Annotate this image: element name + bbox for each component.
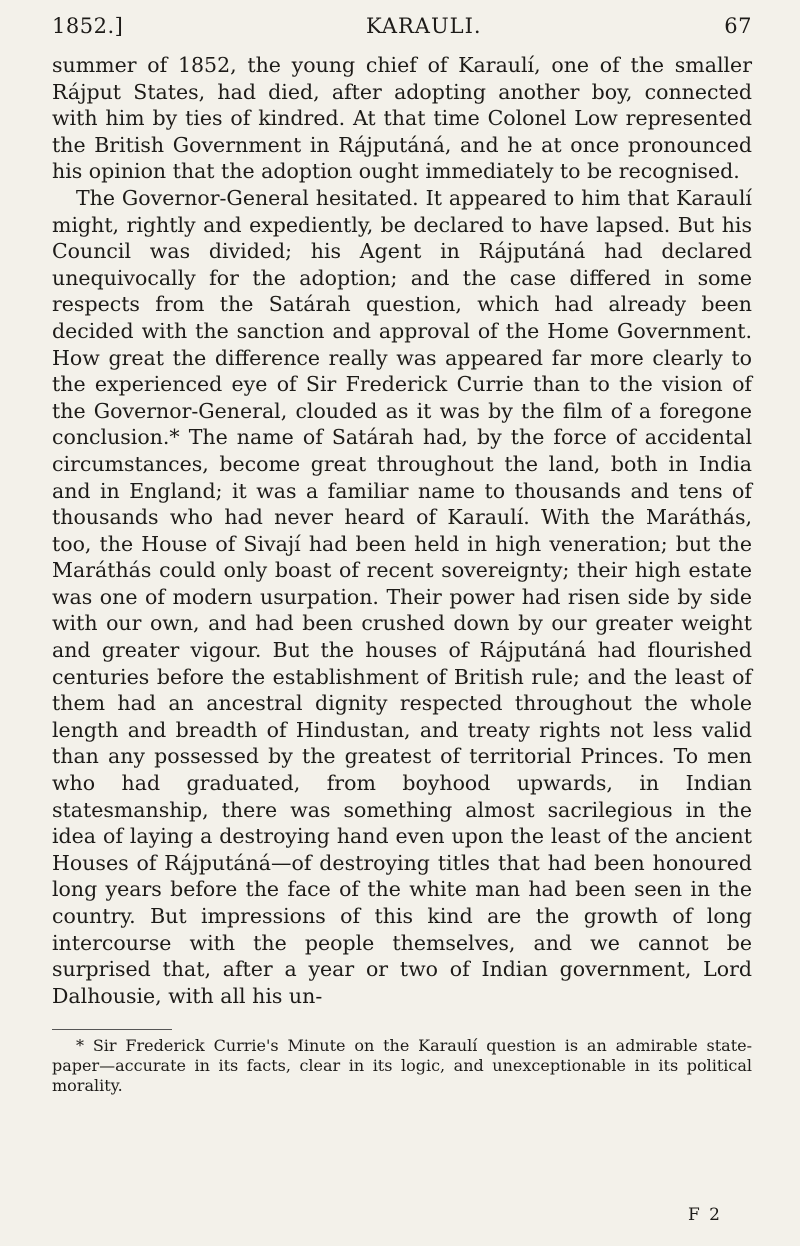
paragraph-governor-general: The Governor-General hesitated. It appeared to him that Karaulí might, rightly and expediently, be declared to have lapsed. But his Council was divided; his Agent in Rájputáná had declared unequivocally for the adoption; and the case differed in some respects from the Satárah question, which had already been decided with the sanction and approval of the Home Government. How great the difference really was appeared far more clearly to the experienced eye of Sir Frederick Currie than to the vision of the Governor-General, clouded as it was by the film of a foregone conclusion.* The name of Satárah had, by the force of accidental circumstances, become great throughout the land, both in India and in England; it was a familiar name to thousands and tens of thousands who had never heard of Karaulí. With the Maráthás, too, the House of Sivají had been held in high veneration; but the Maráthás could only boast of recent sovereignty; their high estate was one of modern usurpation. Their power had risen side by side with our own, and had been crushed down by our greater weight and greater vigour. But the houses of Rájputáná had flourished centuries before the establishment of British rule; and the least of them had an ancestral dignity respected throughout the whole length and breadth of Hindustan, and treaty rights not less valid than any possessed by the greatest of territorial Princes. To men who had graduated, from boyhood upwards, in Indian statesmanship, there was something almost sacrilegious in the idea of laying a destroying hand even upon the least of the ancient Houses of Rájputáná—of destroying titles that had been honoured long years before the face of the white man had been seen in the country. But impressions of this kind are the growth of long intercourse with the people themselves, and we cannot be surprised that, after a year or two of Indian government, Lord Dalhousie, with all his un-	[52, 185, 752, 1008]
paragraph-continued: summer of 1852, the young chief of Karaulí, one of the smaller Rájput States, had died, after adopting another boy, connected with him by ties of kindred. At that time Colonel Low represented the British Government in Rájputáná, and he at once pronounced his opinion that the adoption ought immediately to be recognised.	[52, 53, 752, 184]
running-head	[52, 14, 752, 38]
page-number: 67	[724, 14, 752, 38]
body-text	[52, 52, 752, 1009]
signature-mark: F 2	[687, 1205, 722, 1225]
running-head-title: KARAULI.	[365, 14, 482, 38]
footnote: * Sir Frederick Currie's Minute on the Karaulí question is an admirable state-paper—accurate in its facts, clear in its logic, and unexceptionable in its political morality.	[52, 1036, 752, 1096]
running-head-date: 1852.]	[52, 14, 124, 38]
footnote-rule	[52, 1029, 172, 1030]
